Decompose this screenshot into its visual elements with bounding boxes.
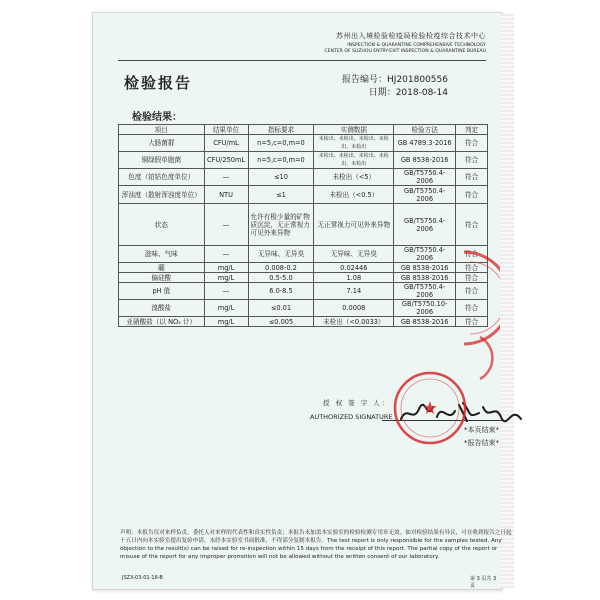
- report-number: 报告编号：HJ201800556: [342, 75, 448, 85]
- cell-method: GB/T5750.4-2006: [394, 186, 456, 204]
- signatory-label: 授 权 签 字 人：: [323, 399, 391, 407]
- cell-requirement: ≤0.005: [248, 317, 314, 327]
- cell-method: GB/T5750.10-2006: [394, 300, 456, 317]
- cell-measured: 未检出（<0.0033）: [314, 317, 394, 327]
- cell-measured: 0.02446: [314, 263, 394, 273]
- cell-method: GB/T5750.4-2006: [394, 283, 456, 300]
- cell-measured: 7.14: [314, 283, 394, 300]
- cell-requirement: 无异味、无异臭: [248, 246, 314, 263]
- edge-seal-upper: [462, 248, 500, 348]
- cell-item: 大肠菌群: [119, 135, 205, 152]
- table-row: [119, 246, 488, 263]
- cell-verdict: 符合: [456, 204, 488, 246]
- cell-unit: mg/L: [204, 300, 248, 317]
- cell-item: 硼: [119, 263, 205, 273]
- cell-method: GB 8538-2016: [394, 317, 456, 327]
- cell-item: 状态: [119, 204, 205, 246]
- table-row: [119, 263, 488, 273]
- cell-item: 滋味、气味: [119, 246, 205, 263]
- cell-verdict: 符合: [456, 283, 488, 300]
- svg-text:★: ★: [421, 398, 439, 419]
- results-table-body: [119, 135, 488, 327]
- cell-item: pH 值: [119, 283, 205, 300]
- cell-unit: mg/L: [204, 263, 248, 273]
- cell-requirement: 允许有极少量的矿物质沉淀，无正常视力可见外来异物: [248, 204, 314, 246]
- table-row: [119, 204, 488, 246]
- table-header-row: [119, 125, 488, 135]
- cell-measured: 未检出（<5）: [314, 169, 394, 186]
- page-number: 第 3 页共 3 页: [470, 576, 497, 589]
- cell-requirement: ≤1: [248, 186, 314, 204]
- cell-measured: 0.0008: [314, 300, 394, 317]
- cell-verdict: 符合: [456, 246, 488, 263]
- cell-requirement: n=5,c=0,m=0: [248, 135, 314, 152]
- org-name-en: [276, 43, 486, 55]
- org-name-en-line-1: INSPECTION & QUARANTINE COMPREHENSIVE TECHNOLOGY: [347, 43, 486, 48]
- cell-measured: 无异味、无异臭: [314, 246, 394, 263]
- report-title: 检验报告: [124, 74, 193, 92]
- cell-measured: 未检出、未检出、未检出、未检出、未检出: [314, 135, 394, 152]
- cell-verdict: 符合: [456, 135, 488, 152]
- signatory-label-en: AUTHORIZED SIGNATURE: [310, 413, 393, 421]
- cell-item: 溴酸盐: [119, 300, 205, 317]
- table-row: [119, 135, 488, 152]
- table-row: [119, 317, 488, 327]
- inspection-seal: [392, 370, 468, 446]
- end-of-page-marker: *本页结束*: [464, 426, 499, 434]
- cell-unit: mg/L: [204, 273, 248, 283]
- cell-requirement: 0.008-0.2: [248, 263, 314, 273]
- cell-unit: NTU: [204, 186, 248, 204]
- cell-verdict: 符合: [456, 300, 488, 317]
- table-row: [119, 273, 488, 283]
- report-content: [92, 12, 512, 589]
- table-row: [119, 186, 488, 204]
- table-row: [119, 169, 488, 186]
- table-row: [119, 283, 488, 300]
- cell-requirement: n=5,c=0,m=0: [248, 152, 314, 169]
- org-name-en-line-2: CENTER OF SUZHOU ENTRY-EXIT INSPECTION & QUARANTINE BUREAU: [324, 49, 486, 54]
- cell-unit: CFU/mL: [204, 135, 248, 152]
- cell-verdict: 符合: [456, 317, 488, 327]
- cell-item: 偏硅酸: [119, 273, 205, 283]
- header-rule: [118, 60, 486, 61]
- cell-item: 亚硝酸盐（以 NO₂ 计）: [119, 317, 205, 327]
- cell-item: 铜绿假单胞菌: [119, 152, 205, 169]
- edge-seal-lower: [478, 335, 504, 381]
- cell-method: GB/T5750.4-2006: [394, 169, 456, 186]
- org-name-cn: 苏州出入境检验检疫局检验检疫综合技术中心: [336, 32, 486, 40]
- stacked-pages-edge: [500, 14, 514, 588]
- cell-unit: —: [204, 283, 248, 300]
- cell-verdict: 符合: [456, 169, 488, 186]
- cell-requirement: ≤10: [248, 169, 314, 186]
- cell-unit: CFU/250mL: [204, 152, 248, 169]
- col-header-unit: 结果单位: [204, 125, 248, 135]
- cell-requirement: 6.0-8.5: [248, 283, 314, 300]
- cell-requirement: 0.5-5.0: [248, 273, 314, 283]
- cell-unit: mg/L: [204, 317, 248, 327]
- cell-measured: 未检出（<0.5）: [314, 186, 394, 204]
- report-date: 日期：2018-08-14: [368, 88, 448, 98]
- cell-measured: 无正常视力可见外来异物: [314, 204, 394, 246]
- form-code: JSZX-03-01-16-B: [122, 575, 163, 581]
- cell-measured: 未检出、未检出、未检出、未检出、未检出: [314, 152, 394, 169]
- col-header-requirement: 指标要求: [248, 125, 314, 135]
- end-of-report-marker: *报告结束*: [464, 439, 499, 447]
- cell-item: 浑浊度（散射浑浊度单位）: [119, 186, 205, 204]
- cell-verdict: 符合: [456, 186, 488, 204]
- col-header-verdict: 判定: [456, 125, 488, 135]
- cell-unit: —: [204, 204, 248, 246]
- cell-verdict: 符合: [456, 263, 488, 273]
- cell-unit: —: [204, 246, 248, 263]
- cell-measured: 1.08: [314, 273, 394, 283]
- col-header-item: 项目: [119, 125, 205, 135]
- cell-unit: —: [204, 169, 248, 186]
- col-header-measured: 实测数据: [314, 125, 394, 135]
- cell-method: GB 8538-2016: [394, 152, 456, 169]
- cell-method: GB/T5750.4-2006: [394, 204, 456, 246]
- cell-method: GB 8538-2016: [394, 273, 456, 283]
- cell-item: 色度（铂钴色度单位）: [119, 169, 205, 186]
- results-heading: 检验结果：: [132, 112, 182, 123]
- disclaimer-text: 声明：本报告仅对来样负责，委托人对来样的代表性和真实性负责；本报告未加盖本实验室的检验检测专用章无效。如对检验结果有异议，可在收到报告之日起十五日内向本实验室提出复验申请。未经本实验室书面批准，不得部分复制本报告。The test report is only responsible for the samples tested. Any objection to the result(s) can be raised for re-inspection within 15 days from the receipt of this report. The partial copy of the report or misuse of the report for any improper promotion will not be allowed without the written consent of our laboratory.: [120, 530, 512, 560]
- table-row: [119, 152, 488, 169]
- cell-method: GB/T5750.4-2006: [394, 246, 456, 263]
- col-header-method: 检验方法: [394, 125, 456, 135]
- cell-requirement: ≤0.01: [248, 300, 314, 317]
- table-row: [119, 300, 488, 317]
- cell-verdict: 符合: [456, 273, 488, 283]
- cell-method: GB 8538-2016: [394, 263, 456, 273]
- cell-verdict: 符合: [456, 152, 488, 169]
- results-table: [118, 124, 488, 327]
- cell-method: GB 4789.3-2016: [394, 135, 456, 152]
